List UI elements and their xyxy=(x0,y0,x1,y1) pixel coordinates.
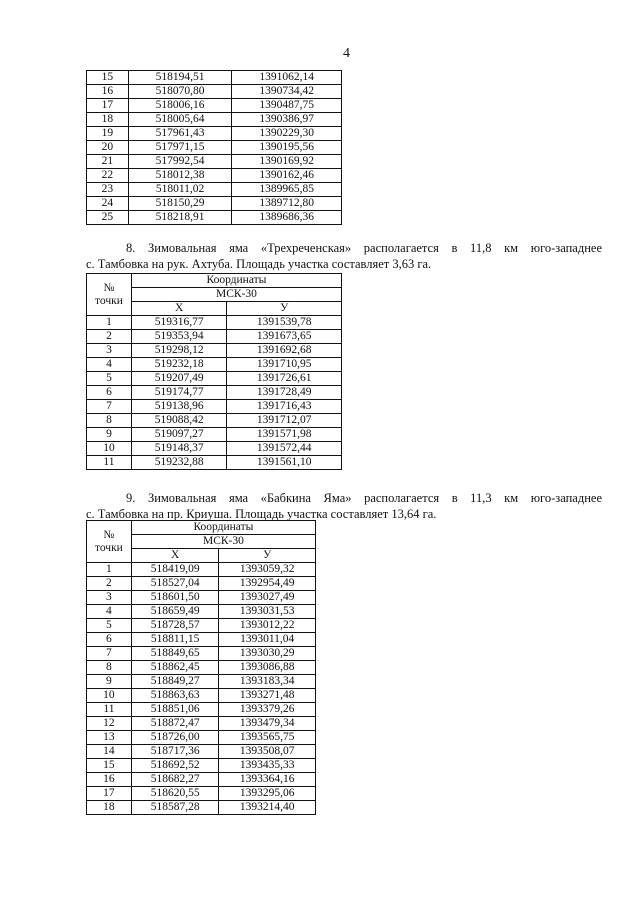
cell-point-number: 6 xyxy=(87,633,132,647)
table-row xyxy=(87,759,316,773)
cell-point-number: 5 xyxy=(87,372,132,386)
cell-x: 518620,55 xyxy=(131,787,219,801)
cell-y: 1393479,34 xyxy=(219,717,316,731)
paragraph-line: 9. Зимовальная яма «Бабкина Яма» располагается в 11,3 км юго-западнее xyxy=(126,491,602,505)
cell-y: 1393031,53 xyxy=(219,605,316,619)
table-row xyxy=(87,316,342,330)
table-row xyxy=(87,442,342,456)
table-row xyxy=(87,619,316,633)
table-row xyxy=(87,801,316,815)
table-row xyxy=(87,591,316,605)
page-number: 4 xyxy=(343,46,350,61)
cell-x: 518419,09 xyxy=(131,563,219,577)
table-row xyxy=(87,414,342,428)
cell-y: 1390386,97 xyxy=(232,113,342,127)
cell-x: 519088,42 xyxy=(131,414,227,428)
cell-y: 1393379,26 xyxy=(219,703,316,717)
cell-point-number: 7 xyxy=(87,400,132,414)
table-row xyxy=(87,127,342,141)
cell-y: 1391692,68 xyxy=(227,344,342,358)
cell-x: 518728,57 xyxy=(131,619,219,633)
cell-point-number: 8 xyxy=(87,414,132,428)
cell-point-number: 4 xyxy=(87,358,132,372)
table-row xyxy=(87,787,316,801)
table-body xyxy=(87,316,342,470)
header-point: точки xyxy=(94,541,123,554)
table-row xyxy=(87,428,342,442)
cell-y: 1390162,46 xyxy=(232,169,342,183)
cell-x: 518006,16 xyxy=(128,99,232,113)
cell-x: 519097,27 xyxy=(131,428,227,442)
cell-x: 518717,36 xyxy=(131,745,219,759)
header-coordinate-system: МСК-30 xyxy=(131,288,341,302)
cell-x: 518070,80 xyxy=(128,85,232,99)
cell-x: 519316,77 xyxy=(131,316,227,330)
cell-x: 518849,27 xyxy=(131,675,219,689)
table-row xyxy=(87,689,316,703)
cell-point-number: 5 xyxy=(87,619,132,633)
cell-x: 518601,50 xyxy=(131,591,219,605)
cell-y: 1393565,75 xyxy=(219,731,316,745)
cell-point-number: 8 xyxy=(87,661,132,675)
cell-x: 518218,91 xyxy=(128,211,232,225)
cell-y: 1391539,78 xyxy=(227,316,342,330)
paragraph-wintering-pit-9 xyxy=(86,490,602,522)
cell-x: 518150,29 xyxy=(128,197,232,211)
cell-y: 1391062,14 xyxy=(232,71,342,85)
table-row xyxy=(87,71,342,85)
cell-x: 518011,02 xyxy=(128,183,232,197)
table-row xyxy=(87,183,342,197)
header-point-number xyxy=(87,521,132,563)
cell-point-number: 17 xyxy=(87,99,129,113)
cell-point-number: 3 xyxy=(87,344,132,358)
cell-point-number: 18 xyxy=(87,801,132,815)
cell-point-number: 6 xyxy=(87,386,132,400)
table-row xyxy=(87,647,316,661)
cell-y: 1391673,65 xyxy=(227,330,342,344)
cell-y: 1390229,30 xyxy=(232,127,342,141)
cell-x: 518862,45 xyxy=(131,661,219,675)
table-row xyxy=(87,563,316,577)
cell-point-number: 22 xyxy=(87,169,129,183)
cell-point-number: 2 xyxy=(87,330,132,344)
cell-point-number: 16 xyxy=(87,85,129,99)
table-row xyxy=(87,358,342,372)
table-row xyxy=(87,141,342,155)
cell-point-number: 4 xyxy=(87,605,132,619)
cell-y: 1389712,80 xyxy=(232,197,342,211)
cell-y: 1393183,34 xyxy=(219,675,316,689)
cell-y: 1390195,56 xyxy=(232,141,342,155)
cell-x: 518872,47 xyxy=(131,717,219,731)
cell-point-number: 23 xyxy=(87,183,129,197)
coordinates-table-continued xyxy=(86,70,342,225)
cell-y: 1393271,48 xyxy=(219,689,316,703)
table-row xyxy=(87,605,316,619)
cell-x: 519298,12 xyxy=(131,344,227,358)
cell-x: 517961,43 xyxy=(128,127,232,141)
cell-y: 1391572,44 xyxy=(227,442,342,456)
table-row xyxy=(87,372,342,386)
cell-x: 518587,28 xyxy=(131,801,219,815)
header-coordinates: Координаты xyxy=(131,274,341,288)
cell-point-number: 24 xyxy=(87,197,129,211)
table-body xyxy=(87,71,342,225)
cell-y: 1393295,06 xyxy=(219,787,316,801)
table-row xyxy=(87,344,342,358)
cell-y: 1391712,07 xyxy=(227,414,342,428)
header-x: Х xyxy=(131,549,219,563)
table-row xyxy=(87,456,342,470)
cell-point-number: 13 xyxy=(87,731,132,745)
cell-y: 1393030,29 xyxy=(219,647,316,661)
table-row xyxy=(87,330,342,344)
table-row xyxy=(87,577,316,591)
table-row xyxy=(87,400,342,414)
table-row xyxy=(87,211,342,225)
header-x: Х xyxy=(131,302,227,316)
cell-point-number: 1 xyxy=(87,563,132,577)
header-coordinates: Координаты xyxy=(131,521,315,535)
cell-point-number: 15 xyxy=(87,71,129,85)
table-row xyxy=(87,703,316,717)
cell-point-number: 21 xyxy=(87,155,129,169)
cell-y: 1393214,40 xyxy=(219,801,316,815)
cell-point-number: 12 xyxy=(87,717,132,731)
paragraph-line: с. Тамбовка на рук. Ахтуба. Площадь участка составляет 3,63 га. xyxy=(86,257,432,271)
cell-x: 518659,49 xyxy=(131,605,219,619)
cell-point-number: 10 xyxy=(87,442,132,456)
header-point: точки xyxy=(95,294,123,307)
cell-x: 517992,54 xyxy=(128,155,232,169)
cell-y: 1393435,33 xyxy=(219,759,316,773)
cell-x: 518012,38 xyxy=(128,169,232,183)
cell-x: 518194,51 xyxy=(128,71,232,85)
table-row xyxy=(87,633,316,647)
cell-x: 519174,77 xyxy=(131,386,227,400)
paragraph-line: с. Тамбовка на пр. Криуша. Площадь участка составляет 13,64 га. xyxy=(86,507,437,521)
cell-y: 1391728,49 xyxy=(227,386,342,400)
cell-point-number: 14 xyxy=(87,745,132,759)
cell-point-number: 1 xyxy=(87,316,132,330)
table-row xyxy=(87,731,316,745)
cell-y: 1389965,85 xyxy=(232,183,342,197)
cell-x: 519353,94 xyxy=(131,330,227,344)
cell-y: 1391710,95 xyxy=(227,358,342,372)
cell-point-number: 10 xyxy=(87,689,132,703)
table-row xyxy=(87,675,316,689)
header-coordinate-system: МСК-30 xyxy=(131,535,315,549)
cell-point-number: 11 xyxy=(87,456,132,470)
cell-y: 1390487,75 xyxy=(232,99,342,113)
header-y: У xyxy=(227,302,342,316)
cell-point-number: 7 xyxy=(87,647,132,661)
cell-x: 519207,49 xyxy=(131,372,227,386)
cell-y: 1393027,49 xyxy=(219,591,316,605)
coordinates-table-babkina-yama xyxy=(86,520,316,815)
cell-x: 518863,63 xyxy=(131,689,219,703)
cell-point-number: 9 xyxy=(87,675,132,689)
table-body xyxy=(87,563,316,815)
table-row xyxy=(87,169,342,183)
cell-y: 1393011,04 xyxy=(219,633,316,647)
cell-y: 1392954,49 xyxy=(219,577,316,591)
cell-x: 518005,64 xyxy=(128,113,232,127)
cell-y: 1393364,16 xyxy=(219,773,316,787)
table-row xyxy=(87,197,342,211)
cell-y: 1393012,22 xyxy=(219,619,316,633)
table-row xyxy=(87,99,342,113)
cell-y: 1391571,98 xyxy=(227,428,342,442)
cell-y: 1391716,43 xyxy=(227,400,342,414)
cell-x: 518527,04 xyxy=(131,577,219,591)
cell-x: 518811,15 xyxy=(131,633,219,647)
cell-x: 517971,15 xyxy=(128,141,232,155)
table-row xyxy=(87,717,316,731)
table-row xyxy=(87,386,342,400)
header-point-number xyxy=(87,274,132,316)
cell-point-number: 19 xyxy=(87,127,129,141)
cell-y: 1390734,42 xyxy=(232,85,342,99)
cell-point-number: 15 xyxy=(87,759,132,773)
cell-point-number: 3 xyxy=(87,591,132,605)
table-row xyxy=(87,773,316,787)
cell-x: 518849,65 xyxy=(131,647,219,661)
cell-x: 519148,37 xyxy=(131,442,227,456)
cell-y: 1391726,61 xyxy=(227,372,342,386)
table-row xyxy=(87,155,342,169)
cell-x: 518682,27 xyxy=(131,773,219,787)
cell-y: 1393059,32 xyxy=(219,563,316,577)
table-row xyxy=(87,745,316,759)
cell-x: 518726,00 xyxy=(131,731,219,745)
cell-x: 519138,96 xyxy=(131,400,227,414)
header-no: № xyxy=(103,528,115,541)
header-y: У xyxy=(219,549,316,563)
cell-x: 519232,18 xyxy=(131,358,227,372)
cell-x: 518692,52 xyxy=(131,759,219,773)
cell-point-number: 18 xyxy=(87,113,129,127)
coordinates-table-trekhrechenskaya xyxy=(86,273,342,470)
cell-y: 1390169,92 xyxy=(232,155,342,169)
cell-point-number: 16 xyxy=(87,773,132,787)
cell-x: 519232,88 xyxy=(131,456,227,470)
cell-point-number: 9 xyxy=(87,428,132,442)
table-row xyxy=(87,113,342,127)
cell-y: 1393508,07 xyxy=(219,745,316,759)
cell-y: 1389686,36 xyxy=(232,211,342,225)
cell-y: 1393086,88 xyxy=(219,661,316,675)
cell-point-number: 11 xyxy=(87,703,132,717)
cell-point-number: 2 xyxy=(87,577,132,591)
paragraph-wintering-pit-8 xyxy=(86,240,602,272)
table-row xyxy=(87,85,342,99)
cell-point-number: 17 xyxy=(87,787,132,801)
table-row xyxy=(87,661,316,675)
cell-y: 1391561,10 xyxy=(227,456,342,470)
paragraph-line: 8. Зимовальная яма «Трехреченская» располагается в 11,8 км юго-западнее xyxy=(126,241,602,255)
cell-point-number: 25 xyxy=(87,211,129,225)
header-no: № xyxy=(103,281,115,294)
cell-point-number: 20 xyxy=(87,141,129,155)
cell-x: 518851,06 xyxy=(131,703,219,717)
